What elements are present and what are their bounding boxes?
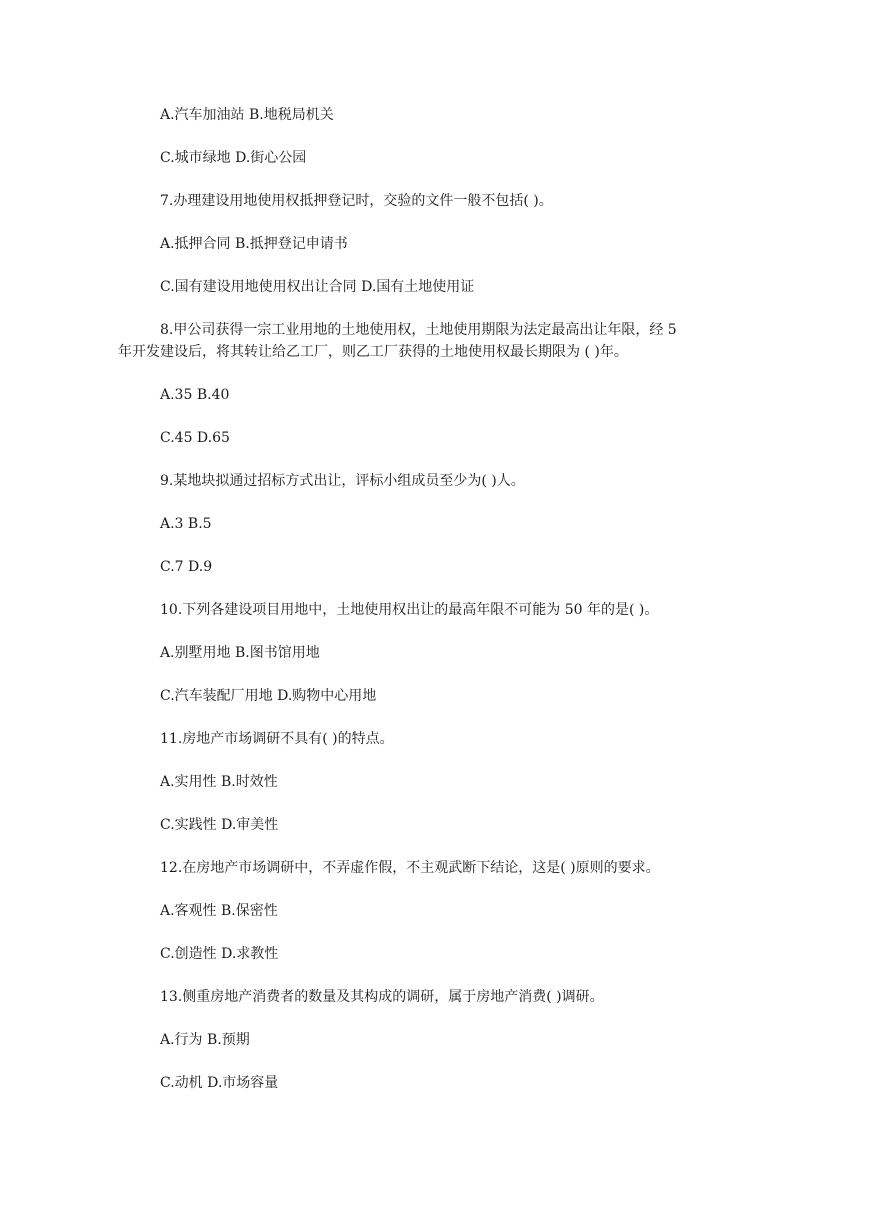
q11-options-cd: C.实践性 D.审美性 (160, 817, 279, 833)
q8-options-ab: A.35 B.40 (160, 387, 230, 403)
q11-question: 11.房地产市场调研不具有( )的特点。 (160, 731, 394, 747)
q7-options-cd: C.国有建设用地使用权出让合同 D.国有土地使用证 (160, 279, 475, 295)
q12-question: 12.在房地产市场调研中，不弄虚作假，不主观武断下结论，这是( )原则的要求。 (160, 860, 660, 876)
q8-question-line1: 8.甲公司获得一宗工业用地的土地使用权，土地使用期限为法定最高出让年限，经 5 (160, 322, 677, 338)
q7-question: 7.办理建设用地使用权抵押登记时，交验的文件一般不包括( )。 (160, 193, 553, 209)
q9-question: 9.某地块拟通过招标方式出让，评标小组成员至少为( )人。 (160, 473, 525, 489)
q10-options-ab: A.别墅用地 B.图书馆用地 (160, 645, 320, 661)
q7-options-ab: A.抵押合同 B.抵押登记申请书 (160, 236, 348, 252)
q12-options-cd: C.创造性 D.求教性 (160, 946, 279, 962)
q8-question-line2: 年开发建设后，将其转让给乙工厂，则乙工厂获得的土地使用权最长期限为 ( )年。 (118, 344, 628, 360)
q9-options-cd: C.7 D.9 (160, 559, 213, 575)
q9-options-ab: A.3 B.5 (160, 516, 212, 532)
q8-options-cd: C.45 D.65 (160, 430, 230, 446)
document-content (118, 104, 760, 1094)
q10-question: 10.下列各建设项目用地中，土地使用权出让的最高年限不可能为 50 年的是( )。 (160, 602, 659, 618)
q13-options-ab: A.行为 B.预期 (160, 1032, 250, 1048)
q6-options-cd: C.城市绿地 D.街心公园 (160, 150, 307, 166)
q6-options-ab: A.汽车加油站 B.地税局机关 (160, 107, 334, 123)
q11-options-ab: A.实用性 B.时效性 (160, 774, 278, 790)
q12-options-ab: A.客观性 B.保密性 (160, 903, 278, 919)
q13-question: 13.侧重房地产消费者的数量及其构成的调研，属于房地产消费( )调研。 (160, 989, 604, 1005)
q13-options-cd: C.动机 D.市场容量 (160, 1075, 279, 1091)
q10-options-cd: C.汽车装配厂用地 D.购物中心用地 (160, 688, 377, 704)
